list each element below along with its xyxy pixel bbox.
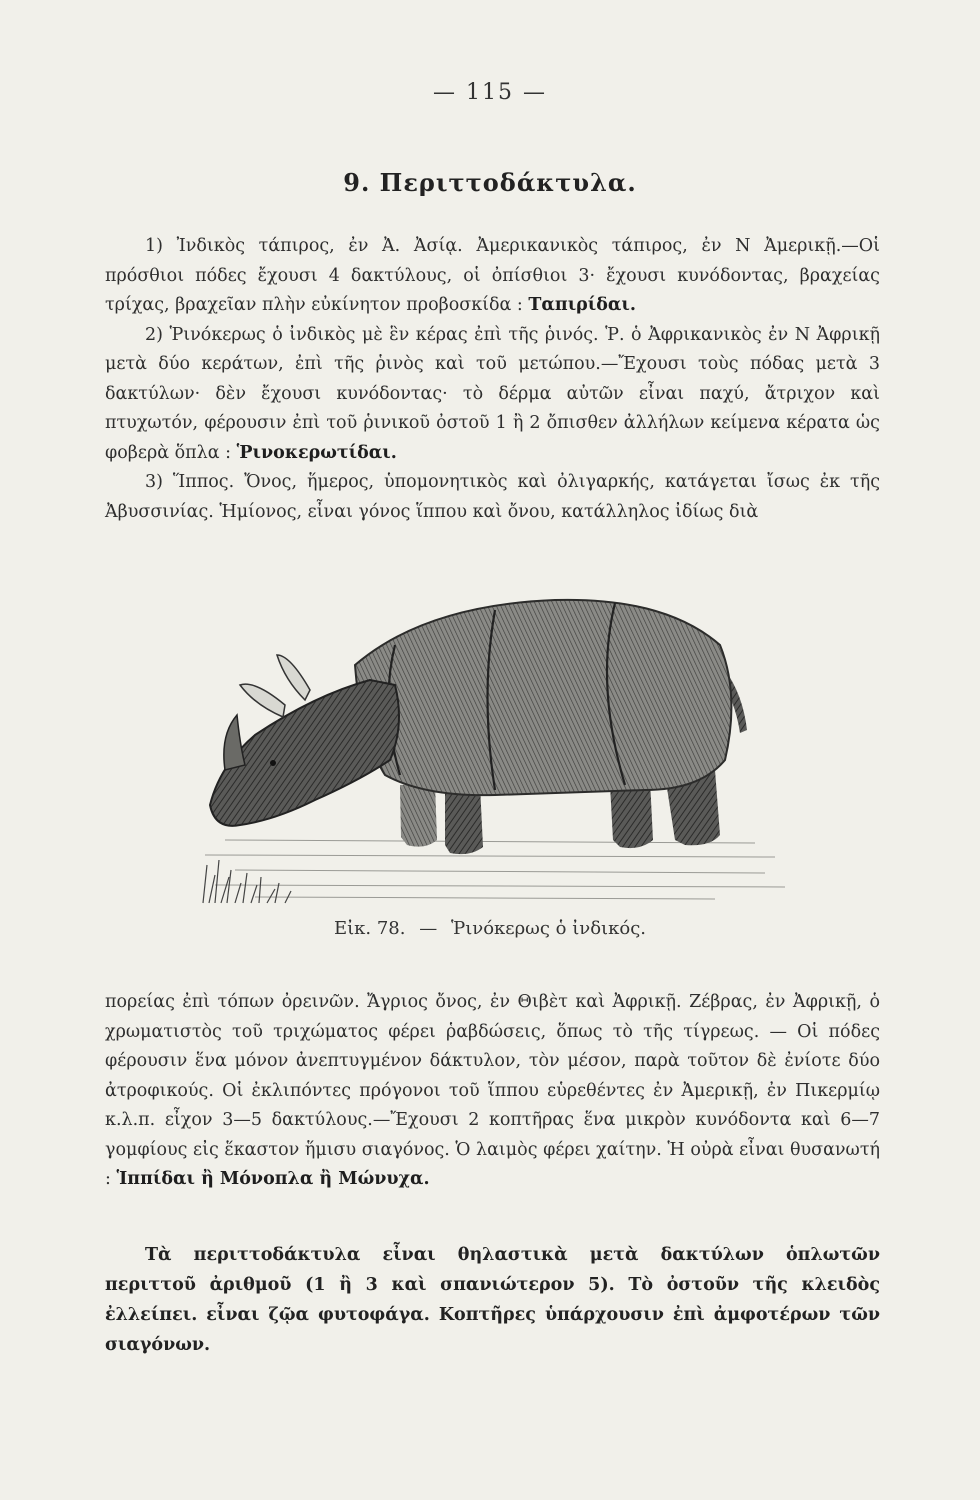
front-leg-icon — [400, 783, 437, 847]
page-number: — 115 — — [433, 80, 547, 105]
figure-caption-text: Ῥινόκερως ὁ ἰνδικός. — [450, 918, 647, 939]
grass-icon — [203, 860, 291, 903]
paragraph-horse-continued — [105, 988, 880, 1195]
paragraph-rhinoceros — [105, 321, 880, 469]
summary-paragraph: Τὰ περιττοδάκτυλα εἶναι θηλαστικὰ μετὰ δακτύλων ὁπλωτῶν περιττοῦ ἀριθμοῦ (1 ἢ 3 καὶ σπανιώτερον 5). Τὸ ὀστοῦν τῆς κλειδὸς ἐλλείπει. εἶναι ζῷα φυτοφάγα. Κοπτῆρες ὑπάρχουσιν ἐπὶ ἀμφοτέρων τῶν σιαγόνων. — [105, 1245, 880, 1355]
summary-block — [105, 1240, 880, 1360]
figure-caption-dash: — — [419, 918, 438, 939]
family-name-equidae: Ἱππίδαι ἢ Μόνοπλα ἢ Μώνυχα. — [116, 1169, 430, 1189]
horn-icon — [224, 715, 245, 770]
family-name-rhinocerotidae: Ῥινοκερωτίδαι. — [236, 442, 397, 463]
paragraph-tapirs — [105, 232, 880, 321]
paragraph-horse — [105, 468, 880, 527]
figure-caption — [0, 918, 980, 939]
paragraph-text: 3) Ἵππος. Ὄνος, ἥμερος, ὑπομονητικὸς καὶ ὀλιγαρκής, κατάγεται ἴσως ἐκ τῆς Ἀβυσσινίας. Ἡμίονος, εἶναι γόνος ἵππου καὶ ὄνου, κατάλληλος ἰδίως διὰ — [105, 472, 880, 522]
body-icon — [355, 600, 731, 795]
text-block-bottom — [105, 988, 880, 1195]
ear-icon — [240, 684, 285, 717]
section-title: 9. Περιττοδάκτυλα. — [343, 168, 637, 197]
family-name-tapiridae: Ταπιρίδαι. — [528, 295, 636, 315]
paragraph-text: 1) Ἰνδικὸς τάπιρος, ἐν Ἀ. Ἀσίᾳ. Ἀμερικανικὸς τάπιρος, ἐν Ν Ἀμερικῇ.—Οἱ πρόσθιοι πόδες ἔχουσι 4 δακτύλους, οἱ ὀπίσθιοι 3· ἔχουσι κυνόδοντας, βραχείας τρίχας, βραχεῖαν πλὴν εὐκίνητον προβοσκίδα : — [105, 236, 880, 315]
paragraph-text: 2) Ῥινόκερως ὁ ἰνδικὸς μὲ ἓν κέρας ἐπὶ τῆς ῥινός. Ῥ. ὁ Ἀφρικανικὸς ἐν Ν Ἀφρικῇ μετὰ δύο κεράτων, ἐπὶ τῆς ῥινὸς καὶ τοῦ μετώπου.—Ἔχουσι τοὺς πόδας μετὰ 3 δακτύλων· δὲν ἔχουσι κυνόδοντας· τὸ δέρμα αὐτῶν εἶναι παχύ, ἄτριχον καὶ πτυχωτόν, φέρουσιν ἐπὶ τοῦ ῥινικοῦ ὀστοῦ 1 ἢ 2 ὄπισθεν ἀλλήλων κείμενα κέρατα ὡς φοβερὰ ὅπλα : — [105, 324, 880, 463]
figure-caption-label: Εἰκ. 78. — [333, 918, 406, 939]
ear-icon — [277, 655, 310, 700]
eye-icon — [270, 760, 276, 766]
ground-lines — [205, 840, 785, 899]
rhinoceros-illustration — [195, 585, 795, 915]
paragraph-text: πορείας ἐπὶ τόπων ὀρεινῶν. Ἄγριος ὄνος, ἐν Θιβὲτ καὶ Ἀφρικῇ. Ζέβρας, ἐν Ἀφρικῇ, ὁ χρωματιστὸς τοῦ τριχώματος φέρει ῥαβδώσεις, ὅπως τὸ τῆς τίγρεως. — Οἱ πόδες φέρουσιν ἕνα μόνον ἀνεπτυγμένον δάκτυλον, τὸν μέσον, παρὰ τοῦτον δὲ ἐνίοτε δύο ἀτροφικούς. Οἱ ἐκλιπόντες πρόγονοι τοῦ ἵππου εὑρεθέντες ἐν Ἀμερικῇ, ἐν Πικερμίῳ κ.λ.π. εἶχον 3—5 δακτύλους.—Ἔχουσι 2 κοπτῆρας ἕνα μικρὸν κυνόδοντα καὶ 6—7 γομφίους εἰς ἕκαστον ἥμισυ σιαγόνος. Ὁ λαιμὸς φέρει χαίτην. Ἡ οὐρὰ εἶναι θυσανωτή : — [105, 992, 880, 1189]
text-block-top — [105, 232, 880, 527]
